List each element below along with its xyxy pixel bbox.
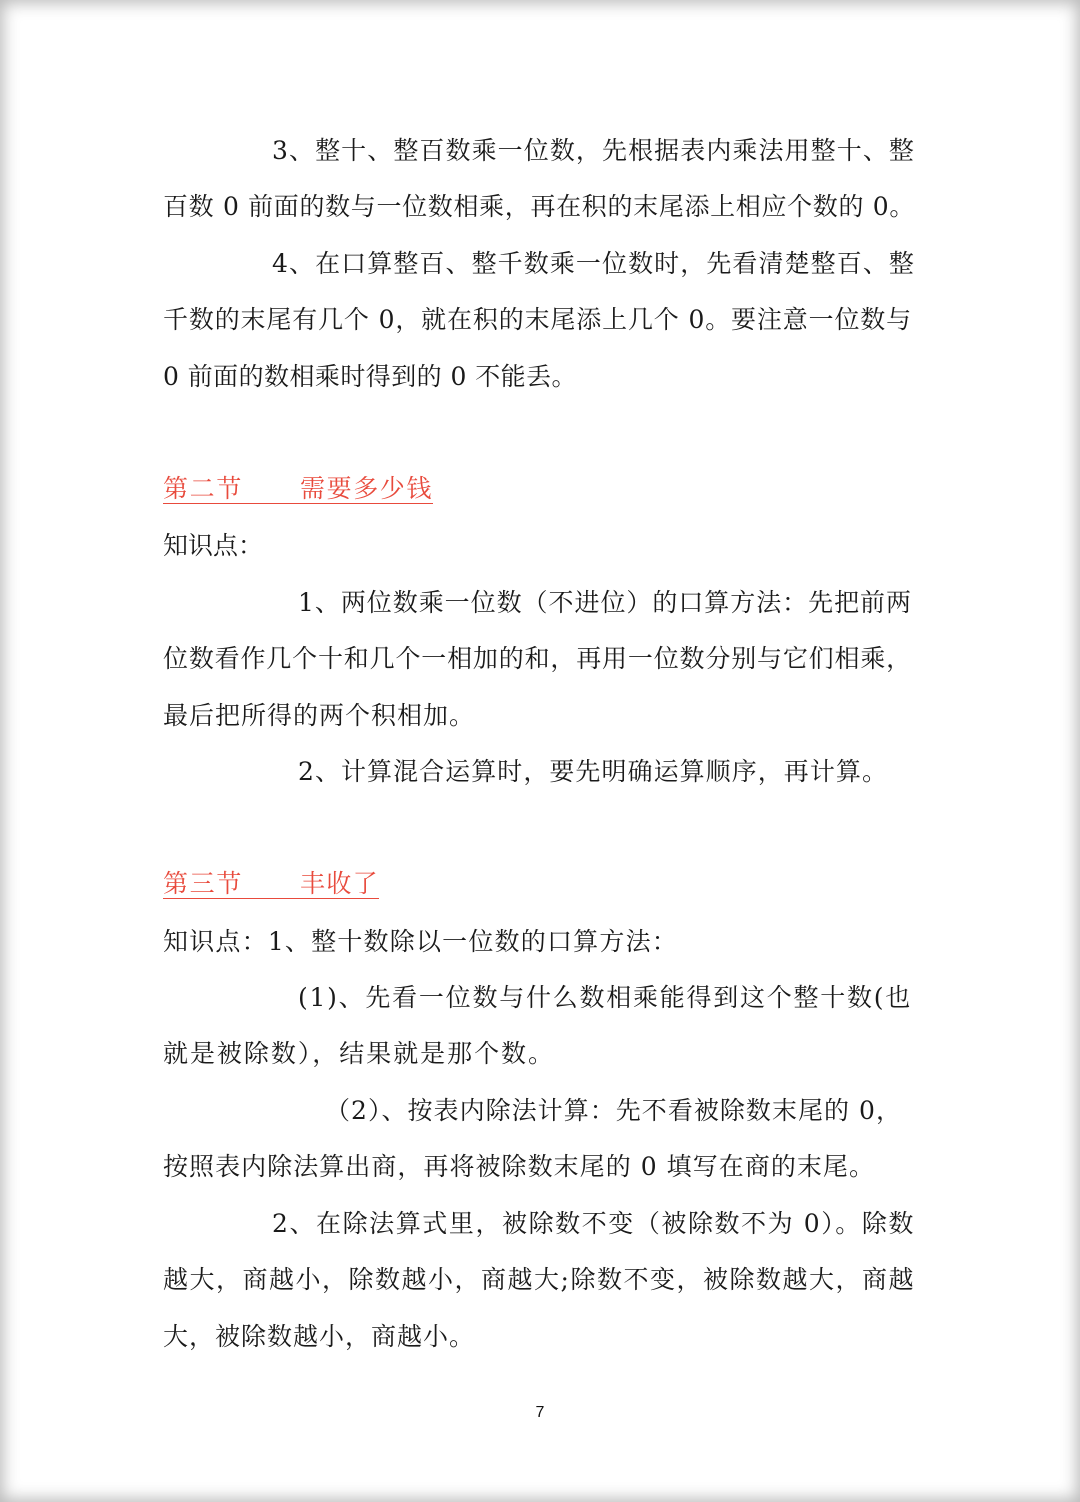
section-3-knowledge-intro: 知识点：1、整十数除以一位数的口算方法： <box>163 927 678 956</box>
page-number: 7 <box>535 1404 545 1421</box>
item-4-line-2: 千数的末尾有几个 0，就在积的末尾添上几个 0。要注意一位数与 <box>163 305 912 334</box>
section-2-item-1-line-2: 位数看作几个十和几个一相加的和，再用一位数分别与它们相乘， <box>163 644 912 673</box>
section-2-knowledge-label: 知识点： <box>163 531 264 560</box>
item-3-line-2: 百数 0 前面的数与一位数相乘，再在积的末尾添上相应个数的 0。 <box>163 192 915 221</box>
section-2-heading-title: 需要多少钱 <box>300 474 433 503</box>
section-3-heading <box>163 870 379 899</box>
section-2-item-1-line-1: 1、两位数乘一位数（不进位）的口算方法：先把前两 <box>298 588 912 617</box>
item-4-line-1: 4、在口算整百、整千数乘一位数时，先看清楚整百、整 <box>272 249 915 278</box>
section-2-item-1-line-3: 最后把所得的两个积相加。 <box>163 701 475 730</box>
section-3-heading-number: 第三节 <box>163 869 243 898</box>
item-3-line-1: 3、整十、整百数乘一位数，先根据表内乘法用整十、整 <box>272 136 915 165</box>
section-2-item-2-line-1: 2、计算混合运算时，要先明确运算顺序，再计算。 <box>298 757 888 786</box>
section-2-heading <box>163 475 433 504</box>
item-4-line-3: 0 前面的数相乘时得到的 0 不能丢。 <box>163 362 577 391</box>
section-3-sub-1-line-1: (1)、先看一位数与什么数相乘能得到这个整十数(也 <box>298 983 912 1012</box>
section-3-item-2-line-1: 2、在除法算式里，被除数不变（被除数不为 0）。除数 <box>272 1209 915 1238</box>
section-3-item-2-line-3: 大，被除数越小，商越小。 <box>163 1322 475 1351</box>
section-3-sub-1-line-2: 就是被除数），结果就是那个数。 <box>163 1039 555 1068</box>
section-2-heading-number: 第二节 <box>163 474 243 503</box>
section-3-sub-2-line-1: （2）、按表内除法计算：先不看被除数末尾的 0， <box>325 1096 902 1125</box>
section-3-item-2-line-2: 越大，商越小，除数越小，商越大;除数不变，被除数越大，商越 <box>163 1265 915 1294</box>
section-3-heading-title: 丰收了 <box>300 869 379 898</box>
section-3-sub-2-line-2: 按照表内除法算出商，再将被除数末尾的 0 填写在商的末尾。 <box>163 1152 875 1181</box>
